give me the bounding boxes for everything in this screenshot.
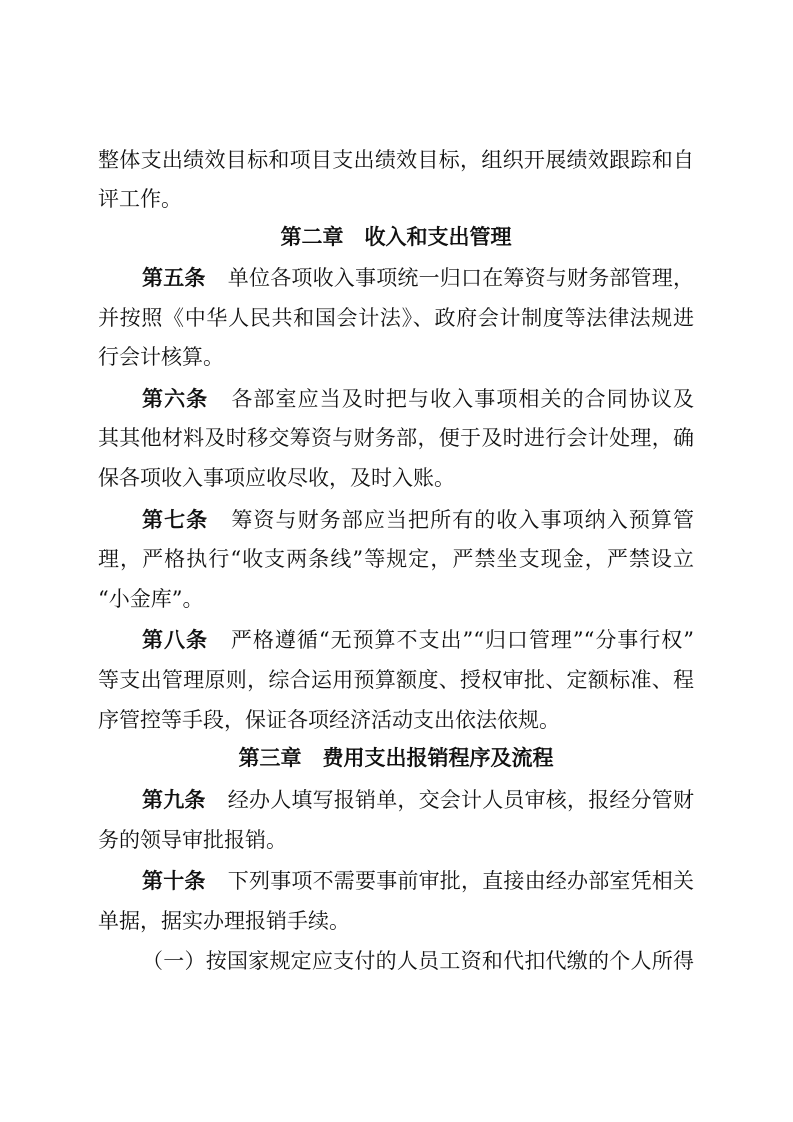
article-label: 第八条 [142,628,208,652]
article-label: 第六条 [142,387,209,411]
article-label: 第七条 [142,508,209,532]
text-line: 其其他材料及时移交筹资与财务部，便于及时进行会计处理，确 [98,426,694,450]
article-first-line [142,263,694,293]
text-line: 并按照《中华人民共和国会计法》、政府会计制度等法律法规进 [98,306,694,330]
article-label: 第五条 [142,266,206,290]
text-line: “小金库”。 [98,587,204,611]
text-line: 序管控等手段，保证各项经济活动支出依法依规。 [98,708,560,732]
article-first-line [142,866,694,896]
article-text: 筹资与财务部应当把所有的收入事项纳入预算管 [230,508,694,532]
text-line: 务的领导审批报销。 [98,828,287,852]
article-first-line [142,384,694,414]
chapter-heading: 第三章 费用支出报销程序及流程 [238,746,554,770]
article-first-line [142,625,694,655]
text-line: 整体支出绩效目标和项目支出绩效目标，组织开展绩效跟踪和自 [98,148,694,172]
article-text: 单位各项收入事项统一归口在筹资与财务部管理， [227,266,694,290]
text-line: 保各项收入事项应收尽收，及时入账。 [98,466,455,490]
text-line: 等支出管理原则，综合运用预算额度、授权审批、定额标准、程 [98,668,694,692]
chapter-heading: 第二章 收入和支出管理 [280,225,512,249]
article-text: 经办人填写报销单，交会计人员审核，报经分管财 [227,788,694,812]
article-text: 各部室应当及时把与收入事项相关的合同协议及 [230,387,694,411]
text-line: 单据，据实办理报销手续。 [98,909,350,933]
article-first-line [142,785,694,815]
text-line: 理，严格执行“收支两条线”等规定，严禁坐支现金，严禁设立 [98,547,694,571]
text-line: 评工作。 [98,187,182,211]
article-label: 第九条 [142,788,206,812]
list-item-text: （一）按国家规定应支付的人员工资和代扣代缴的个人所得 [142,949,694,973]
article-text: 严格遵循“无预算不支出”“归口管理”“分事行权” [229,628,694,652]
article-text: 下列事项不需要事前审批，直接由经办部室凭相关 [227,869,694,893]
text-line: 行会计核算。 [98,345,224,369]
article-label: 第十条 [142,869,206,893]
article-first-line [142,505,694,535]
